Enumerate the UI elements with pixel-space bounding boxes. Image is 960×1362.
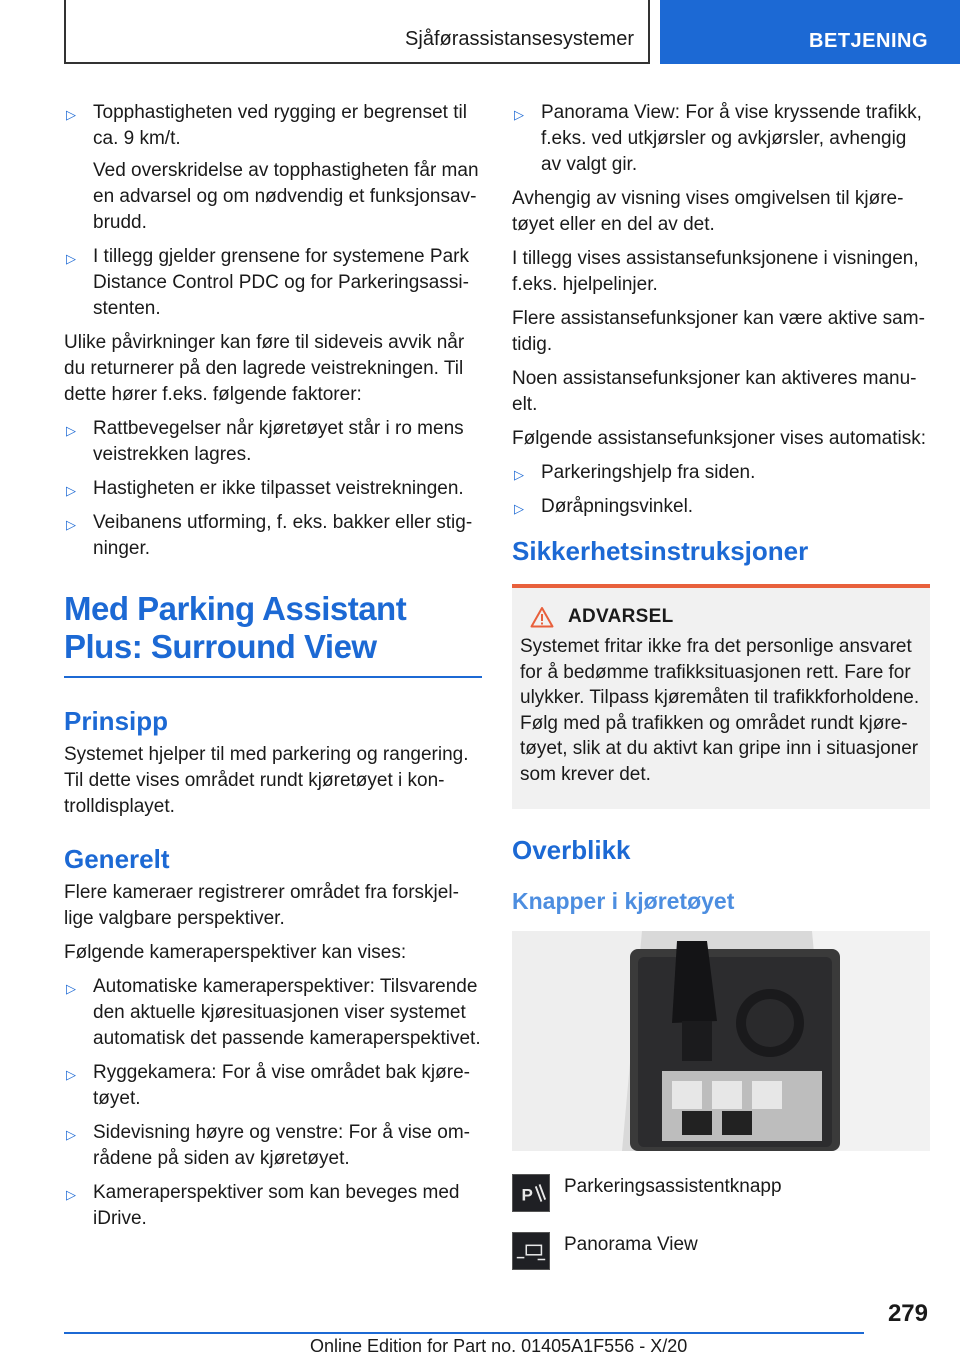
heading-rule bbox=[64, 676, 482, 678]
main-heading: Med Parking Assistant Plus: Surround View bbox=[64, 590, 407, 665]
page-number: 279 bbox=[887, 1300, 928, 1327]
button-label: Panorama View bbox=[564, 1234, 698, 1255]
footer-rule bbox=[64, 1332, 864, 1334]
paragraph: Flere kameraer registrerer området fra forskjellige valgbare perspektiver. bbox=[64, 882, 459, 929]
bullet-triangle-icon: ▷ bbox=[66, 423, 76, 438]
list-item: ▷ Sidevisning høyre og venstre: For å vise områdene på siden av kjøretøyet. bbox=[66, 1122, 470, 1169]
heading-generelt: Generelt bbox=[64, 844, 170, 874]
bullet-triangle-icon: ▷ bbox=[514, 467, 524, 482]
bullet-triangle-icon: ▷ bbox=[66, 517, 76, 532]
right-column bbox=[512, 100, 930, 1290]
list-item: ▷ Veibanens utforming, f. eks. bakker eller stigninger. bbox=[66, 512, 473, 559]
heading-buttons: Knapper i kjøretøyet bbox=[512, 888, 735, 914]
svg-text:P: P bbox=[521, 1185, 533, 1205]
bullet-list bbox=[64, 974, 482, 1232]
bullet-triangle-icon: ▷ bbox=[66, 1127, 76, 1142]
paragraph: Ulike påvirkninger kan føre til sideveis avvik når du returnerer på den lagrede veistrekningen. Til dette hører f.eks. følgende faktorer: bbox=[64, 332, 465, 405]
bullet-triangle-icon: ▷ bbox=[66, 1187, 76, 1202]
heading-prinsipp: Prinsipp bbox=[64, 706, 169, 736]
bullet-list bbox=[512, 100, 930, 178]
center-console-photo bbox=[512, 931, 930, 1151]
button-item-panorama bbox=[512, 1232, 930, 1270]
bullet-triangle-icon: ▷ bbox=[66, 251, 76, 266]
footer-edition: Online Edition for Part no. 01405A1F556 - X/20 bbox=[310, 1336, 688, 1356]
chapter-tab-label: BETJENING bbox=[809, 30, 928, 52]
bullet-triangle-icon: ▷ bbox=[514, 107, 524, 122]
warning-box bbox=[512, 584, 930, 809]
list-item: ▷ Topphastigheten ved rygging er begrenset til ca. 9 km/t. Ved overskridelse av topphastigheten får man en advarsel og om nødvendig et funksjonsavbrudd. bbox=[66, 102, 479, 233]
list-item: ▷ Automatiske kameraperspektiver: Tilsvarende den aktuelle kjøresituasjonen viser systemet automatisk det passende kameraperspektivet. bbox=[66, 976, 481, 1049]
bullet-triangle-icon: ▷ bbox=[66, 107, 76, 122]
bullet-triangle-icon: ▷ bbox=[514, 501, 524, 516]
button-item-parking bbox=[512, 1174, 930, 1212]
paragraph: Flere assistansefunksjoner kan være aktive samtidig. bbox=[512, 308, 925, 355]
bullet-list bbox=[64, 416, 482, 562]
parking-assistant-button-icon bbox=[512, 1174, 550, 1212]
list-item: ▷ Kameraperspektiver som kan beveges med iDrive. bbox=[66, 1182, 460, 1229]
left-column bbox=[64, 100, 482, 1240]
panorama-view-button-icon bbox=[512, 1232, 550, 1270]
bullet-list bbox=[512, 460, 930, 520]
list-item: ▷ Ryggekamera: For å vise området bak kjøretøyet. bbox=[66, 1062, 470, 1109]
warning-header bbox=[520, 606, 922, 628]
bullet-triangle-icon: ▷ bbox=[66, 483, 76, 498]
list-item: ▷ Hastigheten er ikke tilpasset veistrekningen. bbox=[64, 476, 482, 502]
warning-text: Systemet fritar ikke fra det personlige ansvaret for å bedømme trafikksituasjonen rett. Fare for ulykker. Tilpass kjøremåten til trafikkforholdene. Følg med på trafikken og området rundt kjøretøyet, slik at du aktivt kan gripe inn i situasjoner som krever det. bbox=[520, 636, 920, 785]
list-item: ▷ Parkeringshjelp fra siden. bbox=[512, 460, 930, 486]
warning-triangle-icon bbox=[530, 606, 554, 628]
list-item: ▷ Døråpningsvinkel. bbox=[512, 494, 930, 520]
paragraph: Følgende assistansefunksjoner vises automatisk: bbox=[512, 428, 926, 449]
list-item: ▷ Panorama View: For å vise kryssende trafikk, f.eks. ved utkjørsler og avkjørsler, avhengig av valgt gir. bbox=[514, 102, 922, 175]
bullet-triangle-icon: ▷ bbox=[66, 981, 76, 996]
heading-overview: Overblikk bbox=[512, 835, 631, 865]
list-item: ▷ Rattbevegelser når kjøretøyet står i ro mens veistrekken lagres. bbox=[66, 418, 464, 465]
paragraph: Systemet hjelper til med parkering og rangering. Til dette vises området rundt kjøretøyet i kontrolldisplayet. bbox=[64, 744, 469, 817]
paragraph: Avhengig av visning vises omgivelsen til kjøretøyet eller en del av det. bbox=[512, 188, 904, 235]
heading-safety: Sikkerhetsinstruksjoner bbox=[512, 536, 809, 566]
paragraph: Følgende kameraperspektiver kan vises: bbox=[64, 942, 407, 963]
paragraph: Noen assistansefunksjoner kan aktiveres manuelt. bbox=[512, 368, 917, 415]
list-item: ▷ I tillegg gjelder grensene for systemene Park Distance Control PDC og for Parkeringsassistenten. bbox=[66, 246, 469, 319]
paragraph: I tillegg vises assistansefunksjonene i visningen, f.eks. hjelpelinjer. bbox=[512, 248, 919, 295]
bullet-triangle-icon: ▷ bbox=[66, 1067, 76, 1082]
chapter-tab bbox=[660, 0, 960, 64]
warning-title: ADVARSEL bbox=[568, 606, 674, 627]
bullet-list bbox=[64, 100, 482, 322]
button-label: Parkeringsassistentknapp bbox=[564, 1176, 782, 1197]
section-title: Sjåførassistansesystemer bbox=[405, 28, 634, 50]
